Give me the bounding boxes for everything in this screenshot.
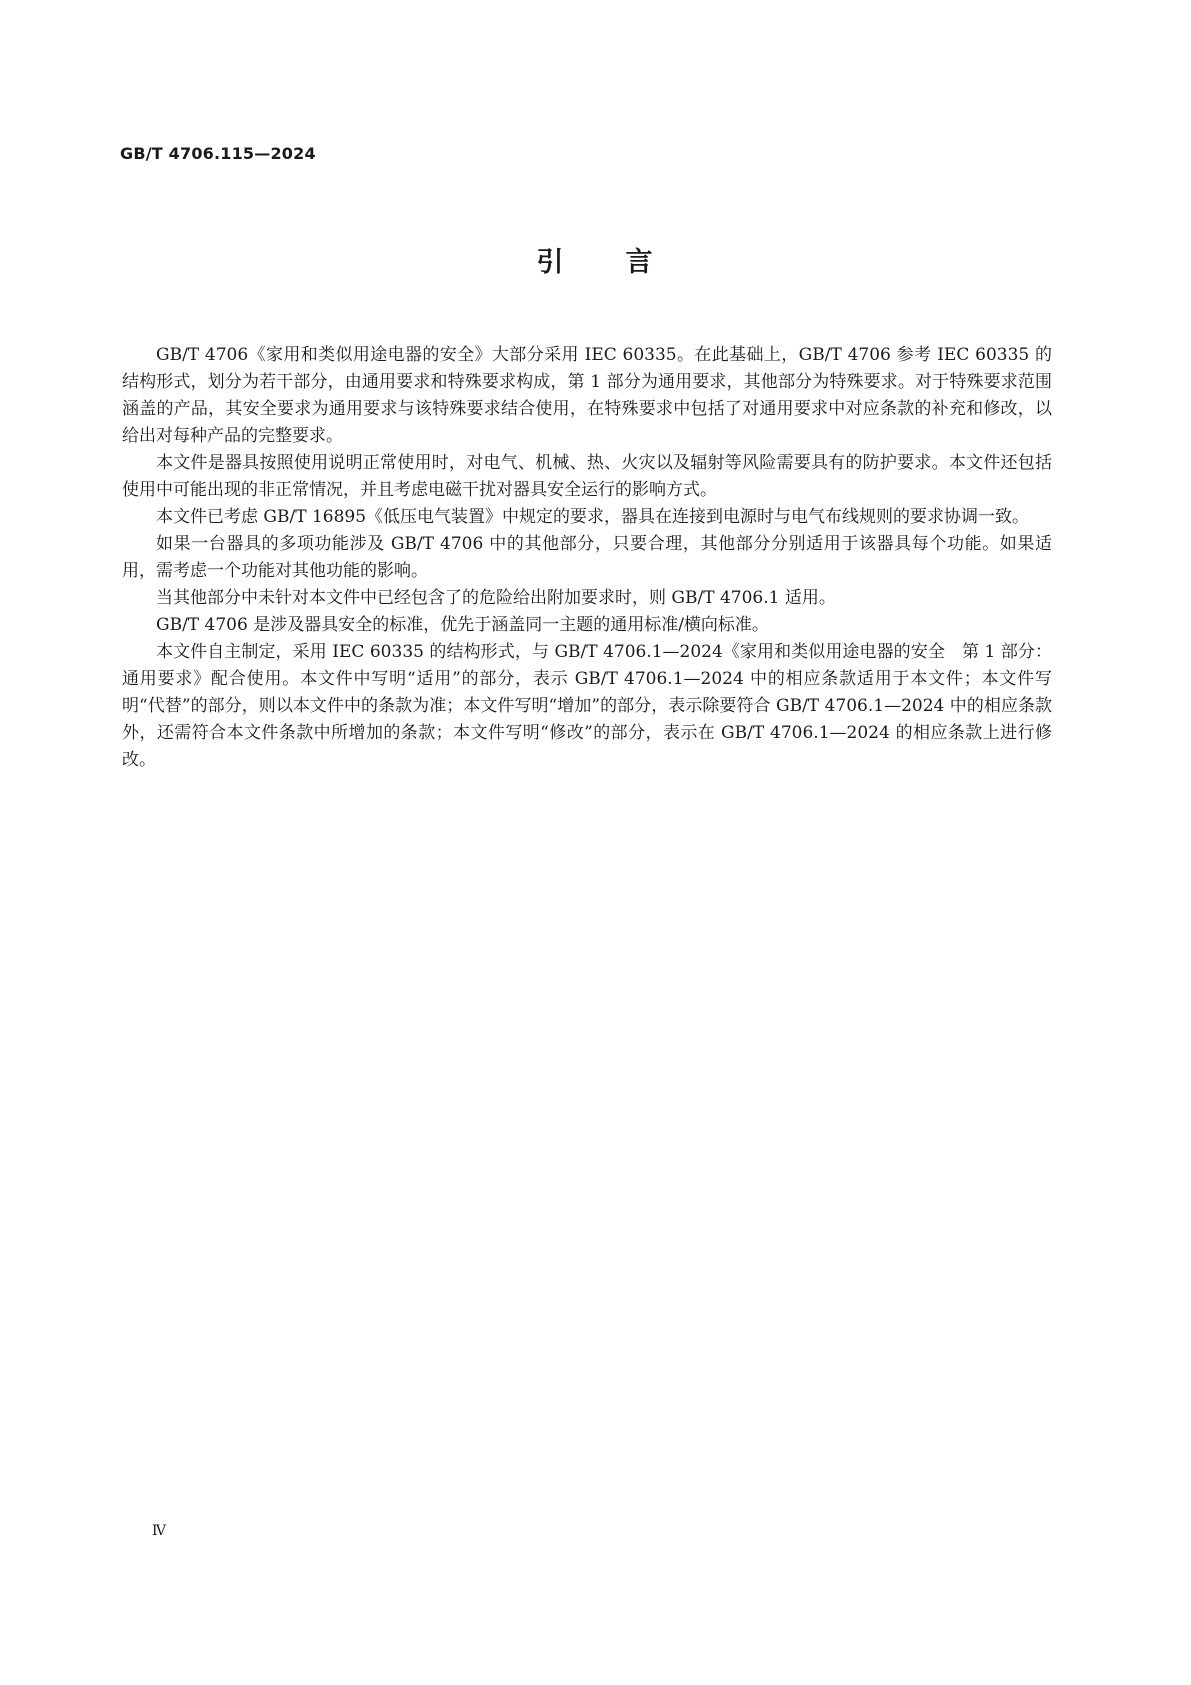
introduction-body bbox=[122, 342, 1052, 774]
page-number: Ⅳ bbox=[152, 1523, 166, 1539]
paragraph: 本文件自主制定，采用 IEC 60335 的结构形式，与 GB/T 4706.1—2024《家用和类似用途电器的安全 第 1 部分：通用要求》配合使用。本文件中写明“适用”的部分，表示 GB/T 4706.1—2024 中的相应条款适用于本文件；本文件写明“代替”的部分，则以本文件中的条款为准；本文件写明“增加”的部分，表示除要符合 GB/T 4706.1—2024 中的相应条款外，还需符合本文件条款中所增加的条款；本文件写明“修改”的部分，表示在 GB/T 4706.1—2024 的相应条款上进行修改。 bbox=[122, 642, 1053, 770]
page-title bbox=[0, 240, 1191, 279]
standard-code: GB/T 4706.115—2024 bbox=[120, 144, 316, 163]
paragraph: 当其他部分中未针对本文件中已经包含了的危险给出附加要求时，则 GB/T 4706.1 适用。 bbox=[156, 588, 836, 608]
paragraph: 如果一台器具的多项功能涉及 GB/T 4706 中的其他部分，只要合理，其他部分分别适用于该器具每个功能。如果适用，需考虑一个功能对其他功能的影响。 bbox=[122, 534, 1052, 581]
title-char-2: 言 bbox=[625, 247, 655, 278]
paragraph: 本文件是器具按照使用说明正常使用时，对电气、机械、热、火灾以及辐射等风险需要具有的防护要求。本文件还包括使用中可能出现的非正常情况，并且考虑电磁干扰对器具安全运行的影响方式。 bbox=[122, 453, 1052, 500]
title-char-1: 引 bbox=[536, 247, 566, 278]
paragraph: GB/T 4706《家用和类似用途电器的安全》大部分采用 IEC 60335。在此基础上，GB/T 4706 参考 IEC 60335 的结构形式，划分为若干部分，由通用要求和特殊要求构成，第 1 部分为通用要求，其他部分为特殊要求。对于特殊要求范围涵盖的产品，其安全要求为通用要求与该特殊要求结合使用，在特殊要求中包括了对通用要求中对应条款的补充和修改，以给出对每种产品的完整要求。 bbox=[122, 345, 1052, 446]
paragraph: GB/T 4706 是涉及器具安全的标准，优先于涵盖同一主题的通用标准/横向标准。 bbox=[156, 615, 769, 635]
paragraph: 本文件已考虑 GB/T 16895《低压电气装置》中规定的要求，器具在连接到电源时与电气布线规则的要求协调一致。 bbox=[156, 507, 1030, 527]
